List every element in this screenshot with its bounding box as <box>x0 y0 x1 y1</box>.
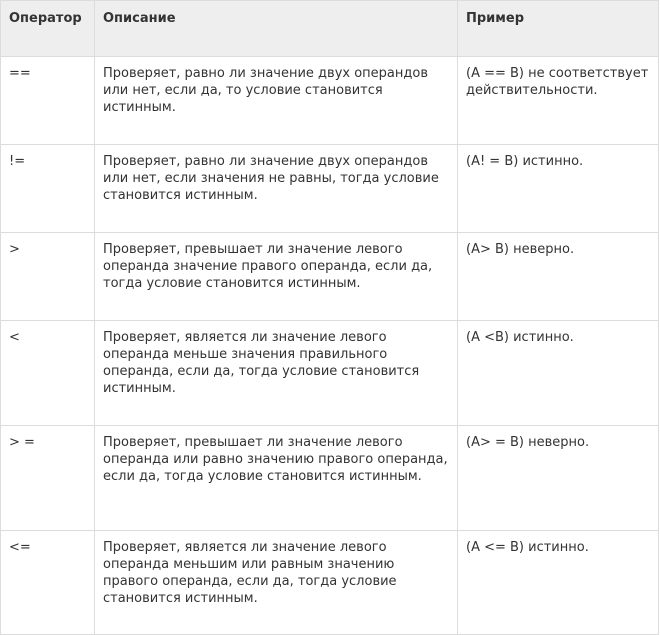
table-header <box>1 1 659 57</box>
header-description: Описание <box>95 1 458 57</box>
example-cell: (A <B) истинно. <box>458 321 659 426</box>
operator-cell: < <box>1 321 95 426</box>
operator-cell: > = <box>1 426 95 531</box>
operator-cell: == <box>1 57 95 145</box>
table-row <box>1 57 659 145</box>
header-example: Пример <box>458 1 659 57</box>
header-operator: Оператор <box>1 1 95 57</box>
table-body <box>1 57 659 635</box>
description-cell: Проверяет, равно ли значение двух операндов или нет, если значения не равны, тогда условие становится истинным. <box>95 145 458 233</box>
table-row <box>1 321 659 426</box>
operator-cell: != <box>1 145 95 233</box>
example-cell: (A == B) не соответствует действительности. <box>458 57 659 145</box>
example-cell: (A! = B) истинно. <box>458 145 659 233</box>
table-row <box>1 531 659 635</box>
description-cell: Проверяет, превышает ли значение левого операнда значение правого операнда, если да, тогда условие становится истинным. <box>95 233 458 321</box>
header-row <box>1 1 659 57</box>
example-cell: (A> = B) неверно. <box>458 426 659 531</box>
example-cell: (A <= B) истинно. <box>458 531 659 635</box>
example-cell: (A> B) неверно. <box>458 233 659 321</box>
operator-cell: > <box>1 233 95 321</box>
operator-cell: <= <box>1 531 95 635</box>
description-cell: Проверяет, является ли значение левого операнда меньше значения правильного операнда, если да, тогда условие становится истинным. <box>95 321 458 426</box>
description-cell: Проверяет, является ли значение левого операнда меньшим или равным значению правого операнда, если да, тогда условие становится истинным. <box>95 531 458 635</box>
description-cell: Проверяет, превышает ли значение левого операнда или равно значению правого операнда, если да, тогда условие становится истинным. <box>95 426 458 531</box>
table-row <box>1 426 659 531</box>
table-row <box>1 145 659 233</box>
description-cell: Проверяет, равно ли значение двух операндов или нет, если да, то условие становится истинным. <box>95 57 458 145</box>
table-row <box>1 233 659 321</box>
